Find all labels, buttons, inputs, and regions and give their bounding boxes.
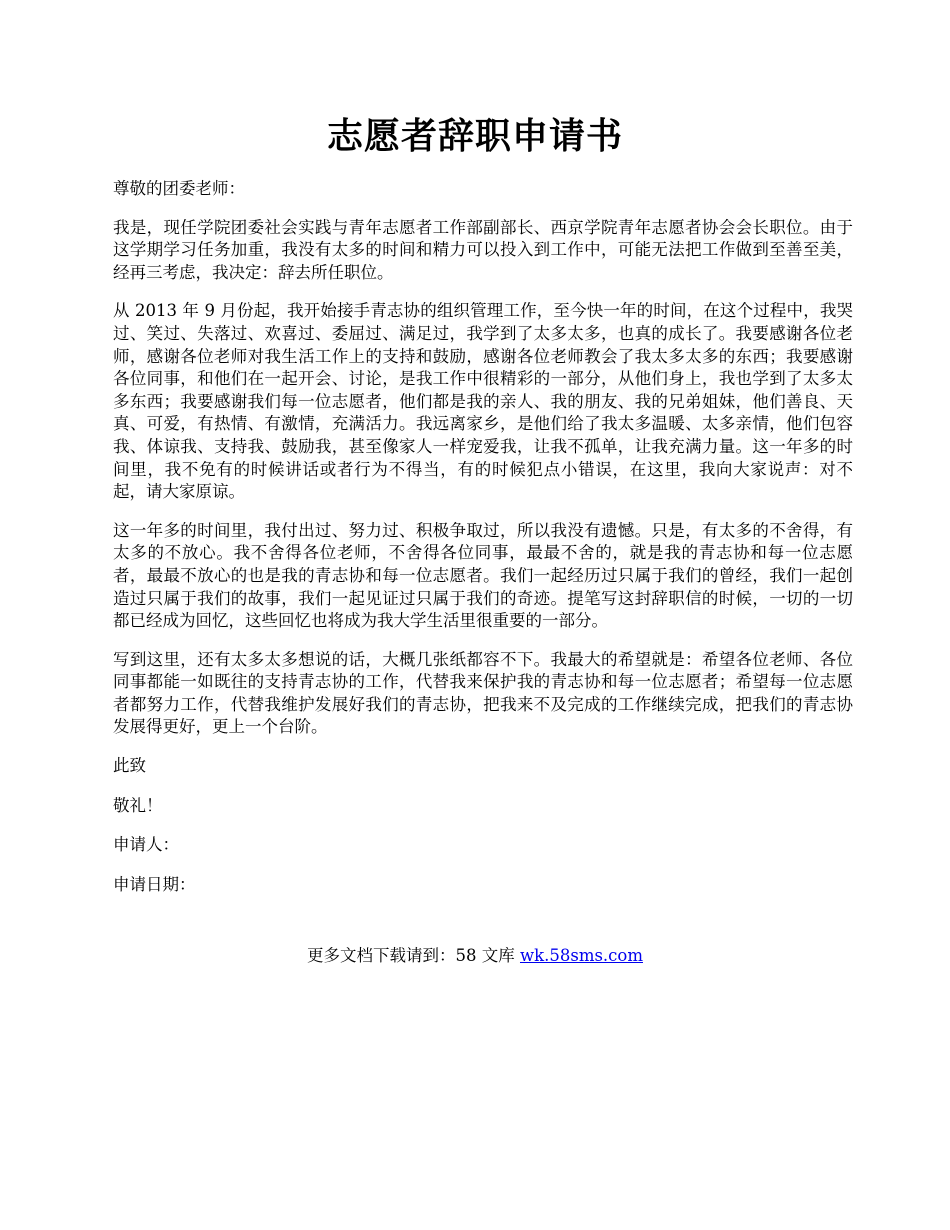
paragraph-2: 从 2013 年 9 月份起，我开始接手青志协的组织管理工作，至今快一年的时间，在这个过程中，我哭过、笑过、失落过、欢喜过、委屈过、满足过，我学到了太多太多，也真的成长了。我要感谢各位老师，感谢各位老师对我生活工作上的支持和鼓励，感谢各位老师教会了我太多太多的东西；我要感谢各位同事，和他们在一起开会、讨论，是我工作中很精彩的一部分，从他们身上，我也学到了太多太多东西；我要感谢我们每一位志愿者，他们都是我的亲人、我的朋友、我的兄弟姐妹，他们善良、天真、可爱，有热情、有激情，充满活力。我远离家乡，是他们给了我太多温暖、太多亲情，他们包容我、体谅我、支持我、鼓励我，甚至像家人一样宠爱我，让我不孤单，让我充满力量。这一年多的时间里，我不免有的时候讲话或者行为不得当，有的时候犯点小错误，在这里，我向大家说声：对不起，请大家原谅。 (113, 301, 853, 502)
date-label: 申请日期： (113, 874, 196, 894)
paragraph-4: 写到这里，还有太多太多想说的话，大概几张纸都容不下。我最大的希望就是：希望各位老师、各位同事都能一如既往的支持青志协的工作，代替我来保护我的青志协和每一位志愿者；希望每一位志愿者都努力工作，代替我维护发展好我们的青志协，把我来不及完成的工作继续完成，把我们的青志协发展得更好，更上一个台阶。 (113, 649, 853, 737)
footer-prefix: 更多文档下载请到：58 文库 (306, 946, 520, 965)
closing-line-2: 敬礼！ (113, 795, 163, 815)
footer (0, 944, 950, 968)
letter-body (113, 178, 853, 913)
page-title: 志愿者辞职申请书 (326, 115, 623, 157)
closing-line-1: 此致 (113, 756, 146, 776)
paragraph-1: 我是，现任学院团委社会实践与青年志愿者工作部副部长、西京学院青年志愿者协会会长职位。由于这学期学习任务加重，我没有太多的时间和精力可以投入到工作中，可能无法把工作做到至善至美，经再三考虑，我决定：辞去所任职位。 (113, 217, 853, 282)
applicant-label: 申请人： (113, 835, 179, 855)
paragraph-3: 这一年多的时间里，我付出过、努力过、积极争取过，所以我没有遗憾。只是，有太多的不舍得，有太多的不放心。我不舍得各位老师，不舍得各位同事，最最不舍的，就是我的青志协和每一位志愿者，最最不放心的也是我的青志协和每一位志愿者。我们一起经历过只属于我们的曾经，我们一起创造过只属于我们的故事，我们一起见证过只属于我们的奇迹。提笔写这封辞职信的时候，一切的一切都已经成为回忆，这些回忆也将成为我大学生活里很重要的一部分。 (113, 520, 853, 631)
salutation: 尊敬的团委老师： (113, 179, 245, 198)
footer-link[interactable]: wk.58sms.com (519, 946, 643, 965)
